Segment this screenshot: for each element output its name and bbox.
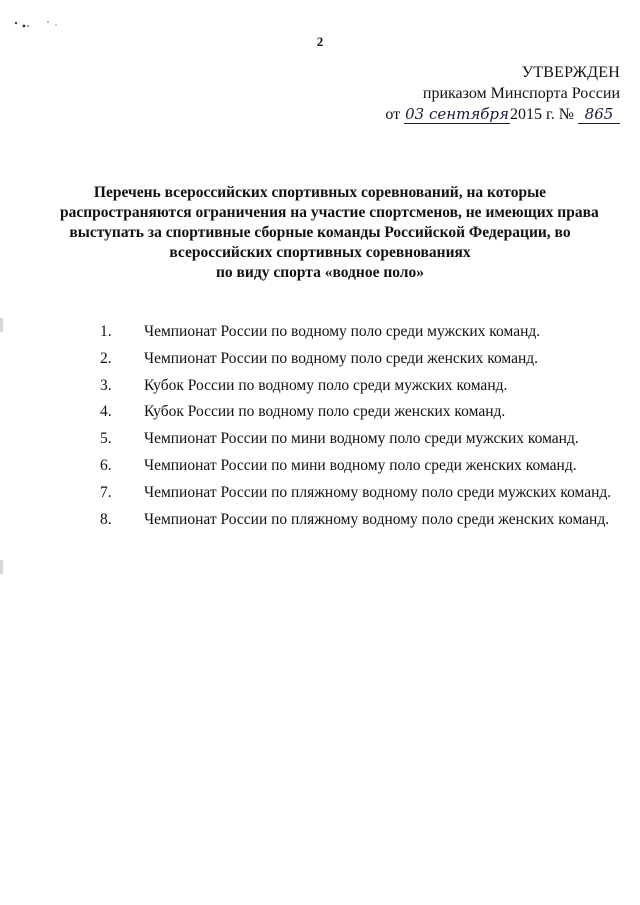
list-item (100, 456, 620, 483)
list-item (100, 376, 620, 403)
item-text: Чемпионат России по мини водному поло среди женских команд. (144, 456, 577, 474)
approval-title: УТВЕРЖДЕН (521, 64, 620, 81)
list-item (100, 402, 620, 429)
title-line: всероссийских спортивных соревнованиях (169, 244, 471, 261)
list-item (100, 510, 620, 537)
item-text: Чемпионат России по водному поло среди женских команд. (144, 349, 539, 367)
list-item (100, 429, 620, 456)
item-text: Чемпионат России по пляжному водному поло среди женских команд. (144, 510, 610, 528)
item-number: 5. (100, 430, 112, 448)
scan-artifact (12, 14, 72, 34)
item-text: Кубок России по водному поло среди женских команд. (144, 403, 506, 421)
list-item (100, 483, 620, 510)
approval-year: 2015 г. № (509, 106, 574, 123)
competitions-list (100, 322, 620, 536)
approval-date-line (380, 104, 620, 125)
item-number: 4. (100, 403, 112, 421)
title-line: выступать за спортивные сборные команды Российской Федерации, во (69, 224, 571, 241)
list-item (100, 349, 620, 376)
item-number: 3. (100, 376, 112, 394)
item-number: 6. (100, 456, 112, 474)
item-text: Чемпионат России по мини водному поло среди мужских команд. (144, 430, 579, 448)
item-number: 1. (100, 323, 112, 340)
approval-prefix: от (385, 106, 401, 123)
item-text: Кубок России по водному поло среди мужских команд. (144, 376, 508, 394)
item-number: 7. (100, 483, 112, 501)
scan-edge-mark (0, 318, 3, 332)
item-text: Чемпионат России по водному поло среди мужских команд. (144, 323, 541, 340)
page-number: 2 (316, 34, 324, 49)
document-title (60, 183, 599, 283)
handwritten-order-number: 865 (578, 106, 620, 124)
item-text: Чемпионат России по пляжному водному поло среди мужских команд. (144, 483, 612, 501)
item-number: 2. (100, 349, 112, 367)
title-line: по виду спорта «водное поло» (216, 264, 424, 281)
list-item (100, 322, 620, 349)
approval-order-line: приказом Минспорта России (422, 85, 620, 102)
approval-stamp-block (380, 62, 620, 125)
item-number: 8. (100, 510, 112, 528)
title-line: распространяются ограничения на участие спортсменов, не имеющих права (60, 204, 599, 221)
title-line: Перечень всероссийских спортивных соревнований, на которые (93, 184, 547, 201)
scan-edge-mark (0, 560, 3, 574)
handwritten-date: 03 сентября (405, 105, 509, 123)
